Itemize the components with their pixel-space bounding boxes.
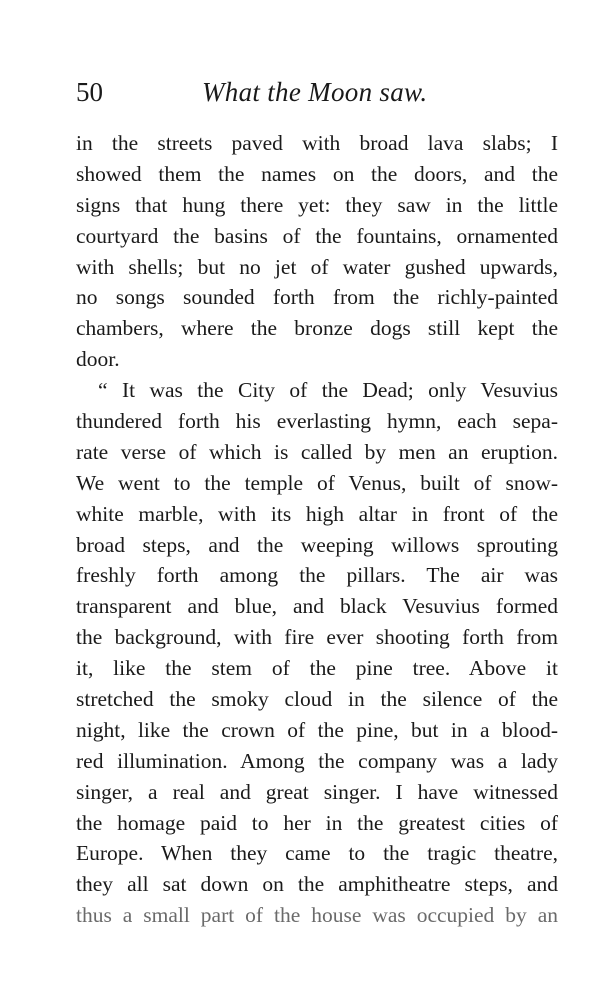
paragraph-start-line: “ It was the City of the Dead; only Vesuvius xyxy=(98,378,558,403)
text-line: courtyard the basins of the fountains, ornamented xyxy=(76,223,558,248)
text-line: rate verse of which is called by men an eruption. xyxy=(76,439,558,464)
text-line: thus a small part of the house was occupied by an xyxy=(76,903,558,928)
text-line: night, like the crown of the pine, but in a blood- xyxy=(76,717,558,742)
text-line: with shells; but no jet of water gushed upwards, xyxy=(76,254,558,279)
text-line: the homage paid to her in the greatest cities of xyxy=(76,810,558,835)
text-line: it, like the stem of the pine tree. Above it xyxy=(76,656,558,681)
running-title: What the Moon saw. xyxy=(202,77,428,107)
page-number: 50 xyxy=(76,77,103,107)
text-line: chambers, where the bronze dogs still kept the xyxy=(76,316,558,341)
text-line: no songs sounded forth from the richly-painted xyxy=(76,285,558,310)
text-line: showed them the names on the doors, and the xyxy=(76,161,558,186)
text-line: thundered forth his everlasting hymn, each sepa- xyxy=(76,409,558,434)
text-line: white marble, with its high altar in front of the xyxy=(76,501,558,526)
text-line: in the streets paved with broad lava slabs; I xyxy=(76,131,558,155)
text-line: singer, a real and great singer. I have witnessed xyxy=(76,779,558,804)
page-header xyxy=(76,72,520,112)
text-line: We went to the temple of Venus, built of snow- xyxy=(76,470,558,495)
text-line: signs that hung there yet: they saw in the little xyxy=(76,192,558,217)
paragraph-end-line: door. xyxy=(76,347,120,372)
text-line: they all sat down on the amphitheatre steps, and xyxy=(76,872,558,897)
text-line: transparent and blue, and black Vesuvius formed xyxy=(76,594,558,619)
text-line: Europe. When they came to the tragic theatre, xyxy=(76,841,558,866)
text-line: stretched the smoky cloud in the silence of the xyxy=(76,687,558,712)
text-line: red illumination. Among the company was a lady xyxy=(76,748,558,773)
text-line: broad steps, and the weeping willows sprouting xyxy=(76,532,558,557)
text-line: freshly forth among the pillars. The air was xyxy=(76,563,558,588)
body-text xyxy=(76,128,558,931)
text-line: the background, with fire ever shooting forth from xyxy=(76,625,558,650)
